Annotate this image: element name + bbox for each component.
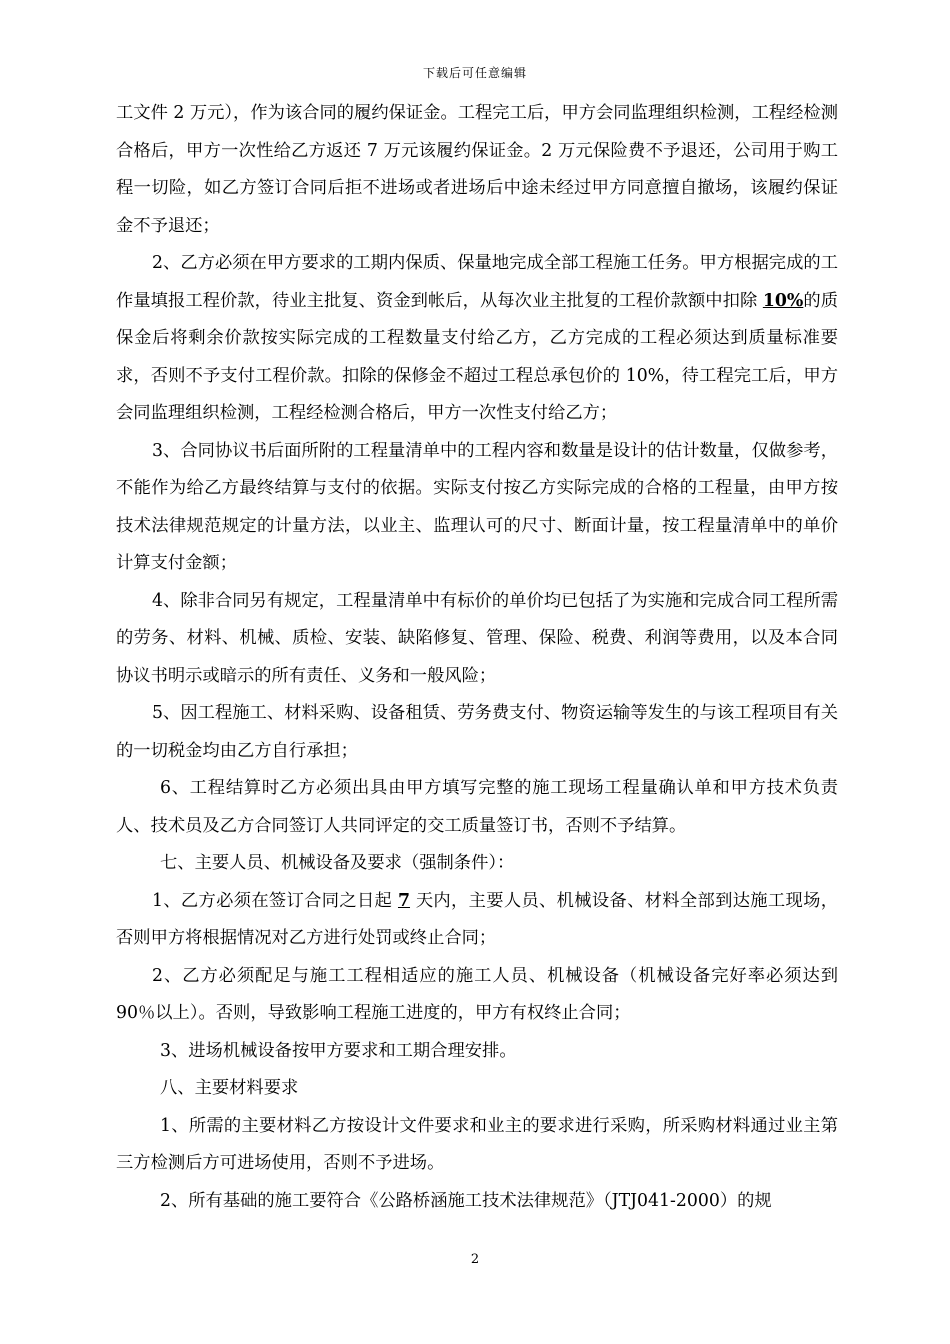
paragraph [116, 95, 838, 245]
page-header: 下载后可任意编辑 [422, 66, 527, 80]
paragraph-text: 八、主要材料要求 [160, 1078, 299, 1098]
paragraph [116, 245, 838, 433]
paragraph-text: 3、进场机械设备按甲方要求和工期合理安排。 [160, 1040, 517, 1061]
underlined-value: 7 [397, 890, 411, 911]
paragraph [116, 1183, 838, 1221]
paragraph [116, 1033, 838, 1071]
paragraph-text: 2、乙方必须配足与施工工程相适应的施工人员、机械设备（机械设备完好率必须达到 90％以上）。否则，导致影响工程施工进度的，甲方有权终止合同； [116, 965, 838, 1023]
paragraph-text: 4、除非合同另有规定，工程量清单中有标价的单价均已包括了为实施和完成合同工程所需的劳务、材料、机械、质检、安装、缺陷修复、管理、保险、税费、利润等费用，以及本合同协议书明示或暗示的所有责任、义务和一般风险； [116, 590, 838, 686]
paragraph [116, 770, 838, 845]
paragraph [116, 583, 838, 696]
paragraph [116, 883, 838, 958]
paragraph-text: 1、所需的主要材料乙方按设计文件要求和业主的要求进行采购，所采购材料通过业主第三方检测后方可进场使用，否则不予进场。 [116, 1115, 838, 1173]
paragraph-text: 1、乙方必须在签订合同之日起 [152, 890, 398, 911]
paragraph [116, 695, 838, 770]
underlined-value: 10% [762, 290, 804, 311]
paragraph-text: 3、合同协议书后面所附的工程量清单中的工程内容和数量是设计的估计数量，仅做参考，不能作为给乙方最终结算与支付的依据。实际支付按乙方实际完成的合格的工程量，由甲方按技术法律规范规定的计量方法，以业主、监理认可的尺寸、断面计量，按工程量清单中的单价计算支付金额； [116, 440, 838, 573]
paragraph-text: 的质保金后将剩余价款按实际完成的工程数量支付给乙方，乙方完成的工程必须达到质量标准要求，否则不予支付工程价款。扣除的保修金不超过工程总承包价的 10%，待工程完工后，甲方会同监理组织检测，工程经检测合格后，甲方一次性支付给乙方； [116, 290, 838, 423]
paragraph-text: 天内，主要人员、机械设备、材料全部到达施工现场，否则甲方将根据情况对乙方进行处罚或终止合同； [116, 890, 838, 948]
document-body [116, 95, 838, 1220]
paragraph-text: 2、乙方必须在甲方要求的工期内保质、保量地完成全部工程施工任务。甲方根据完成的工作量填报工程价款，待业主批复、资金到帐后，从每次业主批复的工程价款额中扣除 [116, 253, 838, 311]
paragraph-text: 6、工程结算时乙方必须出具由甲方填写完整的施工现场工程量确认单和甲方技术负责人、技术员及乙方合同签订人共同评定的交工质量签订书，否则不予结算。 [116, 778, 838, 836]
section-heading [116, 845, 838, 883]
paragraph-text: 工文件 2 万元），作为该合同的履约保证金。工程完工后，甲方会同监理组织检测，工程经检测合格后，甲方一次性给乙方返还 7 万元该履约保证金。2 万元保险费不予退还，公司用于购工程一切险，如乙方签订合同后拒不进场或者进场后中途未经过甲方同意擅自撤场，该履约保证金不予退还； [116, 103, 838, 236]
paragraph [116, 433, 838, 583]
paragraph [116, 1108, 838, 1183]
section-heading [116, 1070, 838, 1108]
paragraph-text: 2、所有基础的施工要符合《公路桥涵施工技术法律规范》（JTJ041-2000）的规 [160, 1190, 772, 1211]
paragraph-text: 七、主要人员、机械设备及要求（强制条件）： [160, 853, 515, 873]
paragraph [116, 958, 838, 1033]
paragraph-text: 5、因工程施工、材料采购、设备租赁、劳务费支付、物资运输等发生的与该工程项目有关的一切税金均由乙方自行承担； [116, 703, 838, 761]
page-number: 2 [470, 1252, 480, 1267]
